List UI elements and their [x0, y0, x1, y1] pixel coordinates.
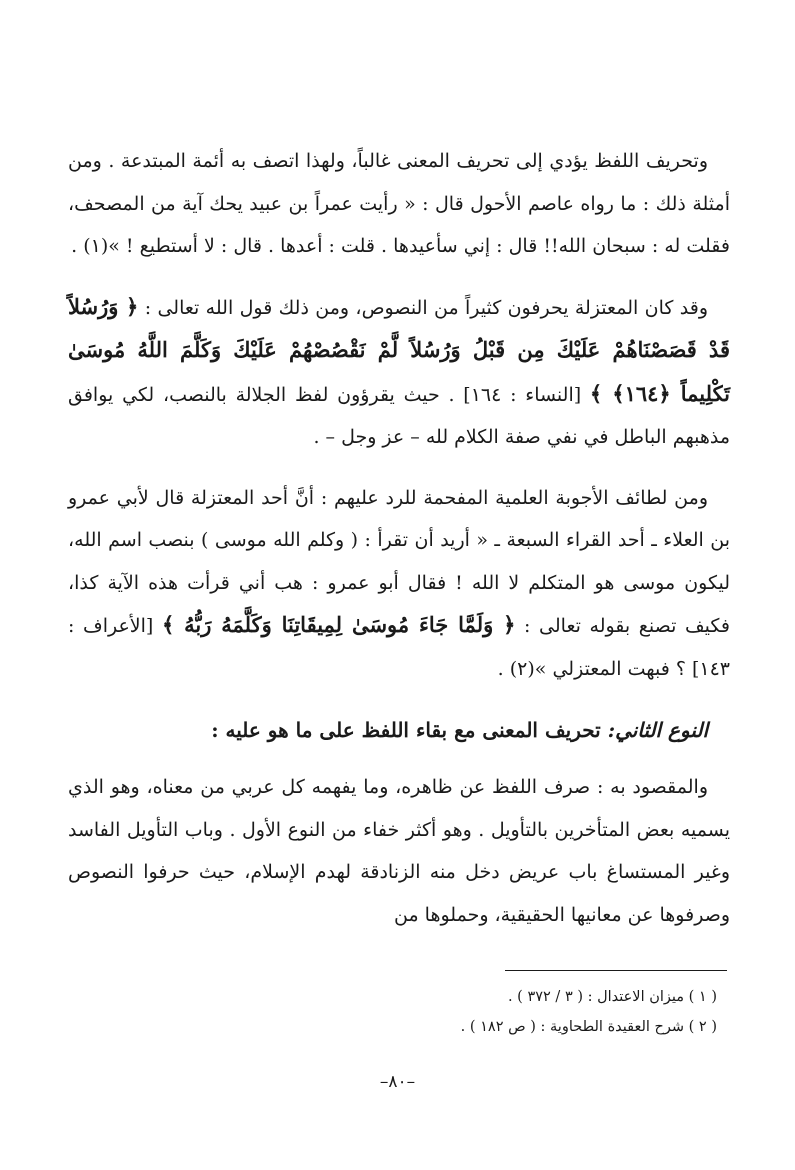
section-heading-text: تحريف المعنى مع بقاء اللفظ على ما هو عليه :	[211, 718, 601, 742]
quran-verse-araf: ﴿ وَلَمَّا جَاءَ مُوسَىٰ لِمِيقَاتِنَا وَكَلَّمَهُ رَبُّهُ ﴾	[161, 612, 516, 637]
footnote-divider	[505, 970, 727, 971]
paragraph-2-rest: [النساء : ١٦٤] . حيث يقرؤون لفظ الجلالة بالنصب، لكي يوافق مذهبهم الباطل في نفي صفة الكلام لله – عز وجل – .	[68, 383, 730, 448]
paragraph-1: وتحريف اللفظ يؤدي إلى تحريف المعنى غالباً، ولهذا اتصف به أئمة المبتدعة . ومن أمثلة ذلك : ما رواه عاصم الأحول قال : « رأيت عمراً بن عبيد يحك آية من المصحف، فقلت له : سبحان الله!! قال : إني سأعيدها . قلت : أعدها . قال : لا أستطيع ! »(١) .	[68, 150, 730, 257]
paragraph-4: والمقصود به : صرف اللفظ عن ظاهره، وما يفهمه كل عربي من معناه، وهو الذي يسميه بعض المتأخرين بالتأويل . وهو أكثر خفاء من النوع الأول . وباب التأويل الفاسد وغير المستساغ باب عريض دخل منه الزنادقة لهدم الإسلام، حيث حرفوا النصوص وصرفوها عن معانيها الحقيقية، وحملوها من	[68, 776, 730, 926]
section-heading-lead: النوع الثاني:	[607, 718, 708, 742]
page-body	[68, 140, 730, 954]
paragraph-3-intro: ومن لطائف الأجوبة العلمية المفحمة للرد عليهم : أنَّ أحد المعتزلة قال لأبي عمرو بن العلاء ـ أحد القراء السبعة ـ « أريد أن تقرأ : ( وكلم الله موسى ) بنصب اسم الله، ليكون موسى هو المتكلم لا الله ! فقال أبو عمرو : هب أني قرأت هذه الآية كذا، فكيف تصنع بقوله تعالى :	[68, 486, 730, 637]
paragraph-2	[68, 286, 730, 459]
section-heading	[68, 708, 730, 752]
footnote-2: ( ٢ ) شرح العقيدة الطحاوية : ( ص ١٨٢ ) .	[460, 1019, 717, 1035]
paragraph-3-rest: [الأعراف : ١٤٣] ؟ فبهت المعتزلي »(٢) .	[68, 615, 730, 680]
footnotes	[117, 982, 717, 1042]
paragraph-2-intro: وقد كان المعتزلة يحرفون كثيراً من النصوص، ومن ذلك قول الله تعالى :	[144, 296, 708, 319]
footnote-1: ( ١ ) ميزان الاعتدال : ( ٣ / ٣٧٢ ) .	[507, 989, 717, 1005]
paragraph-3	[68, 477, 730, 691]
page-number: –٨٠–	[379, 1072, 416, 1092]
quran-verse-nisa: ﴿ وَرُسُلاً قَدْ قَصَصْنَاهُمْ عَلَيْكَ مِن قَبْلُ وَرُسُلاً لَّمْ نَقْصُصْهُمْ عَلَيْكَ وَكَلَّمَ اللَّهُ مُوسَىٰ تَكْلِيماً ﴿١٦٤﴾ ﴾	[68, 293, 731, 406]
